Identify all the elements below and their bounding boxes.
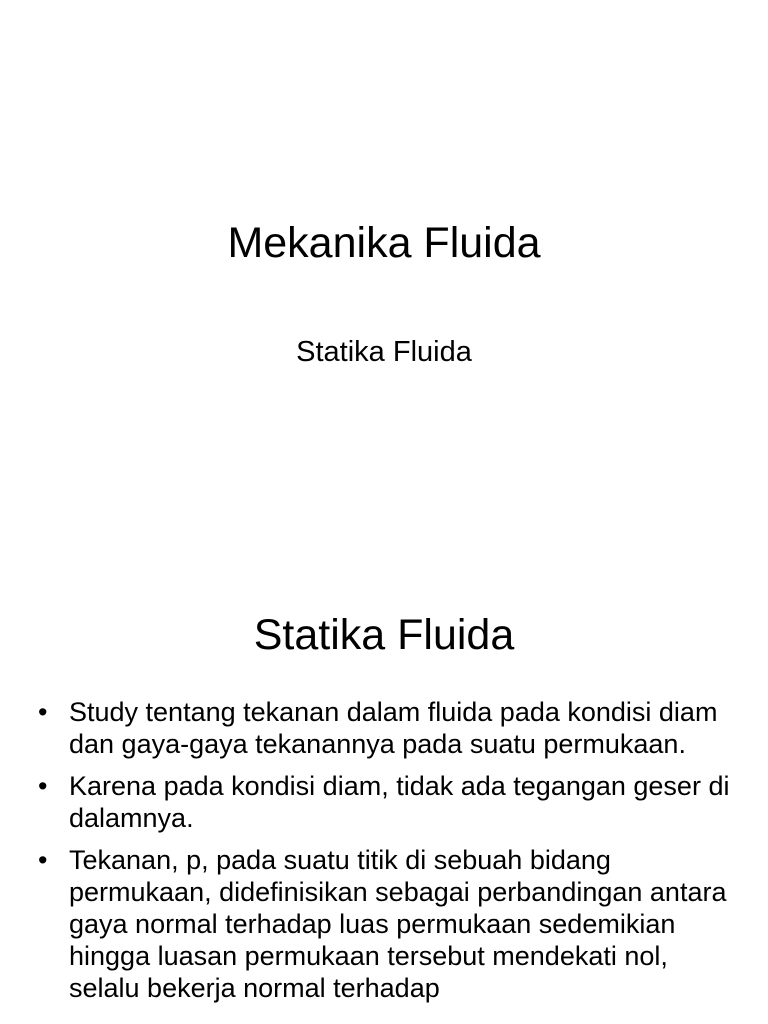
bullet-icon: •	[38, 771, 48, 801]
deck-subtitle: Statika Fluida	[296, 336, 472, 368]
bullet-text: Tekanan, p, pada suatu titik di sebuah bidang permukaan, didefinisikan sebagai perbandingan antara gaya normal terhadap luas permukaan sedemikian hingga luasan permukaan tersebut mendekati nol, selalu bekerja normal terhadap	[69, 845, 727, 1003]
slide-heading: Statika Fluida	[253, 611, 515, 659]
bullet-list	[38, 696, 738, 1014]
bullet-text: Karena pada kondisi diam, tidak ada tegangan geser di dalamnya.	[69, 771, 730, 833]
bullet-item	[38, 696, 738, 760]
bullet-icon: •	[38, 697, 48, 727]
deck-title: Mekanika Fluida	[227, 219, 541, 267]
content-slide	[0, 576, 768, 1024]
bullet-item	[38, 844, 738, 1004]
bullet-text: Study tentang tekanan dalam fluida pada kondisi diam dan gaya-gaya tekanannya pada suatu permukaan.	[69, 697, 718, 759]
bullet-icon: •	[38, 845, 48, 875]
bullet-item	[38, 770, 738, 834]
